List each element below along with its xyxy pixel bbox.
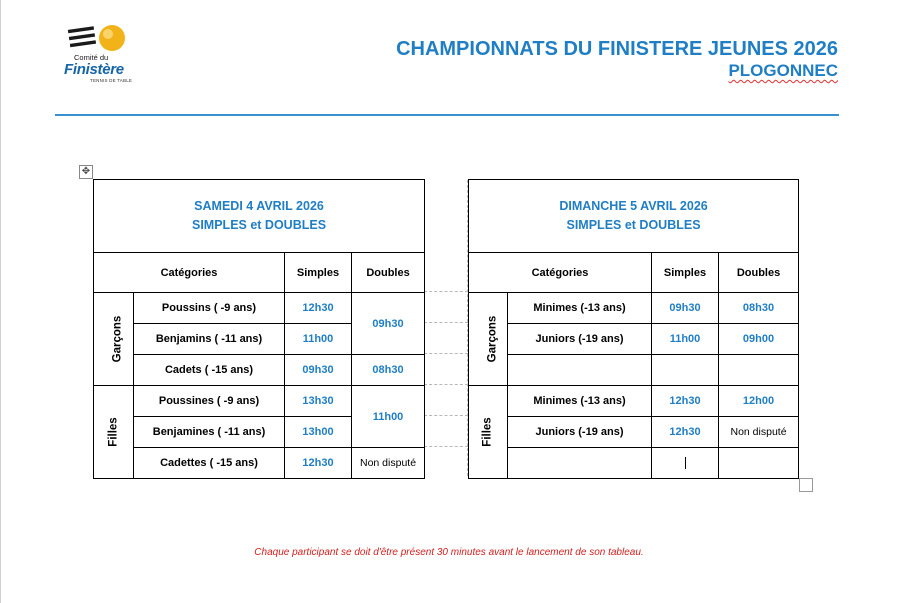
table-row [469,386,799,417]
title-line1: CHAMPIONNATS DU FINISTERE JEUNES 2026 [396,38,838,60]
logo-ball-icon [60,22,140,56]
doubles-time[interactable] [719,448,799,479]
table-move-handle-icon[interactable]: ✥ [79,165,93,179]
simples-time: 12h30 [285,448,352,479]
sunday-date: DIMANCHE 5 AVRIL 2026 [559,199,708,213]
page-edge [0,0,1,603]
simples-time: 13h30 [285,386,352,417]
doubles-time: 12h00 [719,386,799,417]
category-cell: Poussins ( -9 ans) [134,293,285,324]
saturday-subtitle: SIMPLES et DOUBLES [192,218,327,232]
group-girls [469,386,508,479]
group-label-boys: Garçons [111,315,124,363]
simples-time: 13h00 [285,417,352,448]
header-rule [55,114,839,116]
gap-line [424,384,468,385]
doubles-time: 09h00 [719,324,799,355]
category-cell: Juniors (-19 ans) [508,324,652,355]
text-cursor-cell[interactable] [652,448,719,479]
title-line2 [396,61,838,81]
saturday-heading [94,180,425,253]
title-location: PLOGONNEC [728,61,838,80]
text-cursor [685,457,686,469]
saturday-date: SAMEDI 4 AVRIL 2026 [194,199,324,213]
saturday-schedule-table [93,179,425,479]
group-label-boys: Garçons [486,315,499,363]
table-row [469,417,799,448]
group-label-girls: Filles [107,417,120,447]
doubles-time-merged: 09h30 [352,293,425,355]
doubles-time[interactable] [719,355,799,386]
comite-logo [60,22,140,86]
doubles-not-played: Non disputé [352,448,425,479]
doubles-time: 08h30 [719,293,799,324]
col-header-doubles: Doubles [719,253,799,293]
sunday-subtitle: SIMPLES et DOUBLES [566,218,701,232]
simples-time: 11h00 [285,324,352,355]
col-header-simples: Simples [652,253,719,293]
category-cell: Poussines ( -9 ans) [134,386,285,417]
simples-time: 12h30 [652,417,719,448]
simples-time: 09h30 [652,293,719,324]
table-row [469,355,799,386]
table-resize-handle[interactable] [799,478,813,492]
table-row [469,448,799,479]
gap-line [424,291,468,292]
footnote: Chaque participant se doit d'être présent 30 minutes avant le lancement de son tableau. [254,547,644,558]
col-header-categories: Catégories [469,253,652,293]
col-header-doubles: Doubles [352,253,425,293]
table-row [94,448,425,479]
table-row [94,355,425,386]
col-header-simples: Simples [285,253,352,293]
doubles-time: 08h30 [352,355,425,386]
table-row [94,293,425,324]
group-label-girls: Filles [482,417,494,447]
gap-line [424,322,468,323]
group-boys [469,293,508,386]
simples-time: 12h30 [652,386,719,417]
sunday-schedule-table [468,179,799,479]
table-row [94,386,425,417]
category-cell: Cadettes ( -15 ans) [134,448,285,479]
category-cell[interactable] [508,355,652,386]
gap-line [424,353,468,354]
simples-time[interactable] [652,355,719,386]
category-cell[interactable] [508,448,652,479]
simples-time: 11h00 [652,324,719,355]
gap-line [424,415,468,416]
group-boys [94,293,134,386]
simples-time: 12h30 [285,293,352,324]
category-cell: Minimes (-13 ans) [508,386,652,417]
doubles-not-played: Non disputé [719,417,799,448]
category-cell: Minimes (-13 ans) [508,293,652,324]
category-cell: Benjamins ( -11 ans) [134,324,285,355]
gap-line [424,446,468,447]
logo-text-finistere: Finistère [64,61,124,78]
group-girls [94,386,134,479]
logo-text-line3: TENNIS DE TABLE [90,78,133,83]
logo-text-line1: Comité du [74,53,109,62]
category-cell: Benjamines ( -11 ans) [134,417,285,448]
simples-time: 09h30 [285,355,352,386]
category-cell: Cadets ( -15 ans) [134,355,285,386]
table-row [469,293,799,324]
category-cell: Juniors (-19 ans) [508,417,652,448]
sunday-heading [469,180,799,253]
document-title [396,37,838,81]
doubles-time-merged: 11h00 [352,386,425,448]
col-header-categories: Catégories [94,253,285,293]
table-row [469,324,799,355]
